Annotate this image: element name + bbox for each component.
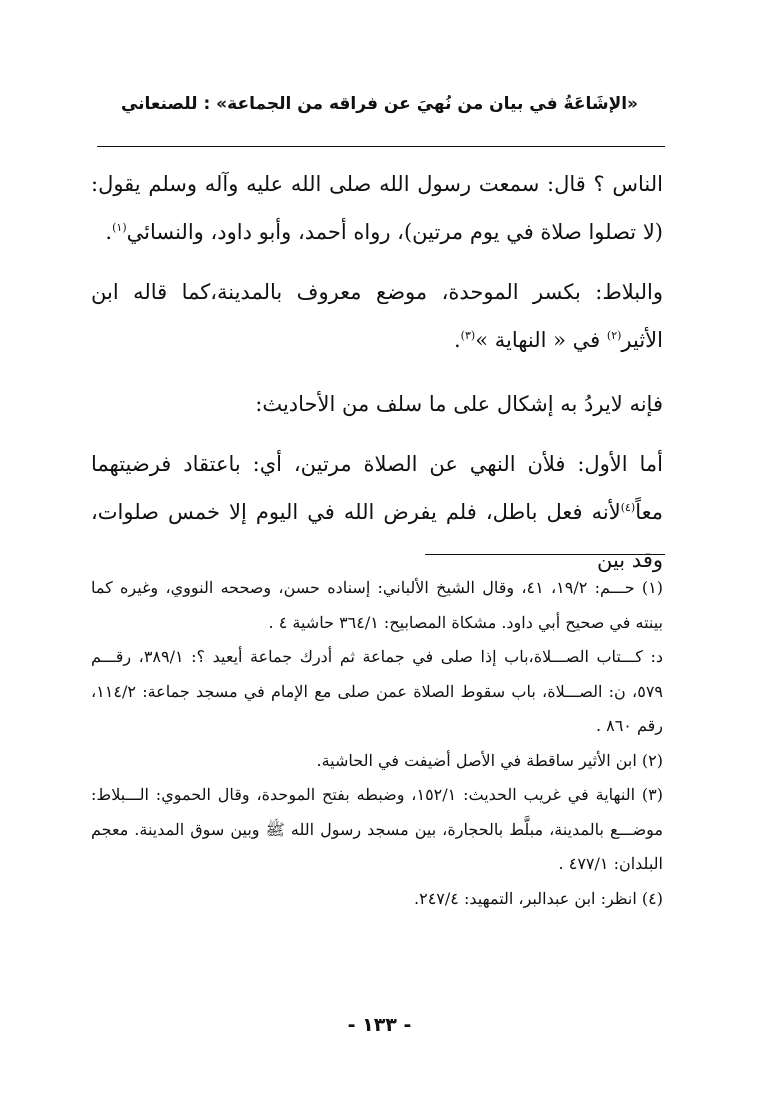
paragraph-1-end: .	[105, 220, 113, 244]
header-rule	[97, 146, 665, 147]
paragraph-2-mid: في « النهاية »	[475, 328, 607, 352]
footnote-separator	[425, 554, 665, 555]
paragraph-4-text: أما الأول: فلأن النهي عن الصلاة مرتين، أي: باعتقاد فرضيتهما معاً	[91, 452, 663, 524]
footnote-2: (٢) ابن الأثير ساقطة في الأصل أضيفت في الحاشية.	[316, 750, 663, 770]
footnote-ref-2: (٢)	[606, 329, 622, 342]
paragraph-2-text: والبلاط: بكسر الموحدة، موضع معروف بالمدينة،كما قاله ابن الأثير	[91, 280, 663, 352]
running-header: «الإشَاعَةُ في بيان من نُهيَ عن فراقه من الجماعة» : للصنعاني	[120, 94, 639, 114]
paragraph-1-text: الناس ؟ قال: سمعت رسول الله صلى الله عليه وآله وسلم يقول: (لا تصلوا صلاة في يوم مرتين)، رواه أحمد، وأبو داود، والنسائي	[91, 172, 663, 244]
paragraph-1	[91, 160, 663, 256]
paragraph-4	[91, 440, 663, 584]
footnote-ref-1: (١)	[112, 221, 127, 234]
page-number: - ١٣٣ -	[347, 1014, 412, 1036]
footnote-ref-3: (٣)	[460, 329, 476, 342]
footnotes	[91, 571, 663, 916]
footnote-4: (٤) انظر: ابن عبدالبر، التمهيد: ٢٤٧/٤.	[414, 888, 663, 908]
footnote-3: (٣) النهاية في غريب الحديث: ١٥٢/١، وضبطه بفتح الموحدة، وقال الحموي: الـــبلاط: موضـــع بالمدينة، مبلَّط بالحجارة، بين مسجد رسول الله ﷺ وبين سوق المدينة. معجم البلدان: ٤٧٧/١ .	[91, 785, 664, 873]
main-text	[91, 160, 663, 584]
footnote-1: (١) حـــم: ١٩/٢، ٤١، وقال الشيخ الألباني: إسناده حسن، وصححه النووي، وغيره كما بينته في صحيح أبي داود. مشكاة المصابيح: ٣٦٤/١ حاشية ٤ .	[91, 578, 663, 632]
paragraph-2	[91, 268, 663, 364]
paragraph-3: فإنه لايردُ به إشكال على ما سلف من الأحاديث:	[255, 392, 663, 416]
paragraph-2-end: .	[453, 328, 461, 352]
footnote-ref-4: (٤)	[620, 501, 636, 514]
paragraph-4-rest: لأنه فعل باطل، فلم يفرض الله في اليوم إلا خمس صلوات، وقد بين	[91, 500, 663, 572]
footnote-1-continued: د: كـــتاب الصـــلاة،باب إذا صلى في جماعة ثم أدرك جماعة أيعيد ؟: ٣٨٩/١، رقـــم ٥٧٩، ن: الصـــلاة، باب سقوط الصلاة عمن صلى مع الإمام في مسجد جماعة: ١١٤/٢، رقم ٨٦٠ .	[91, 647, 664, 735]
